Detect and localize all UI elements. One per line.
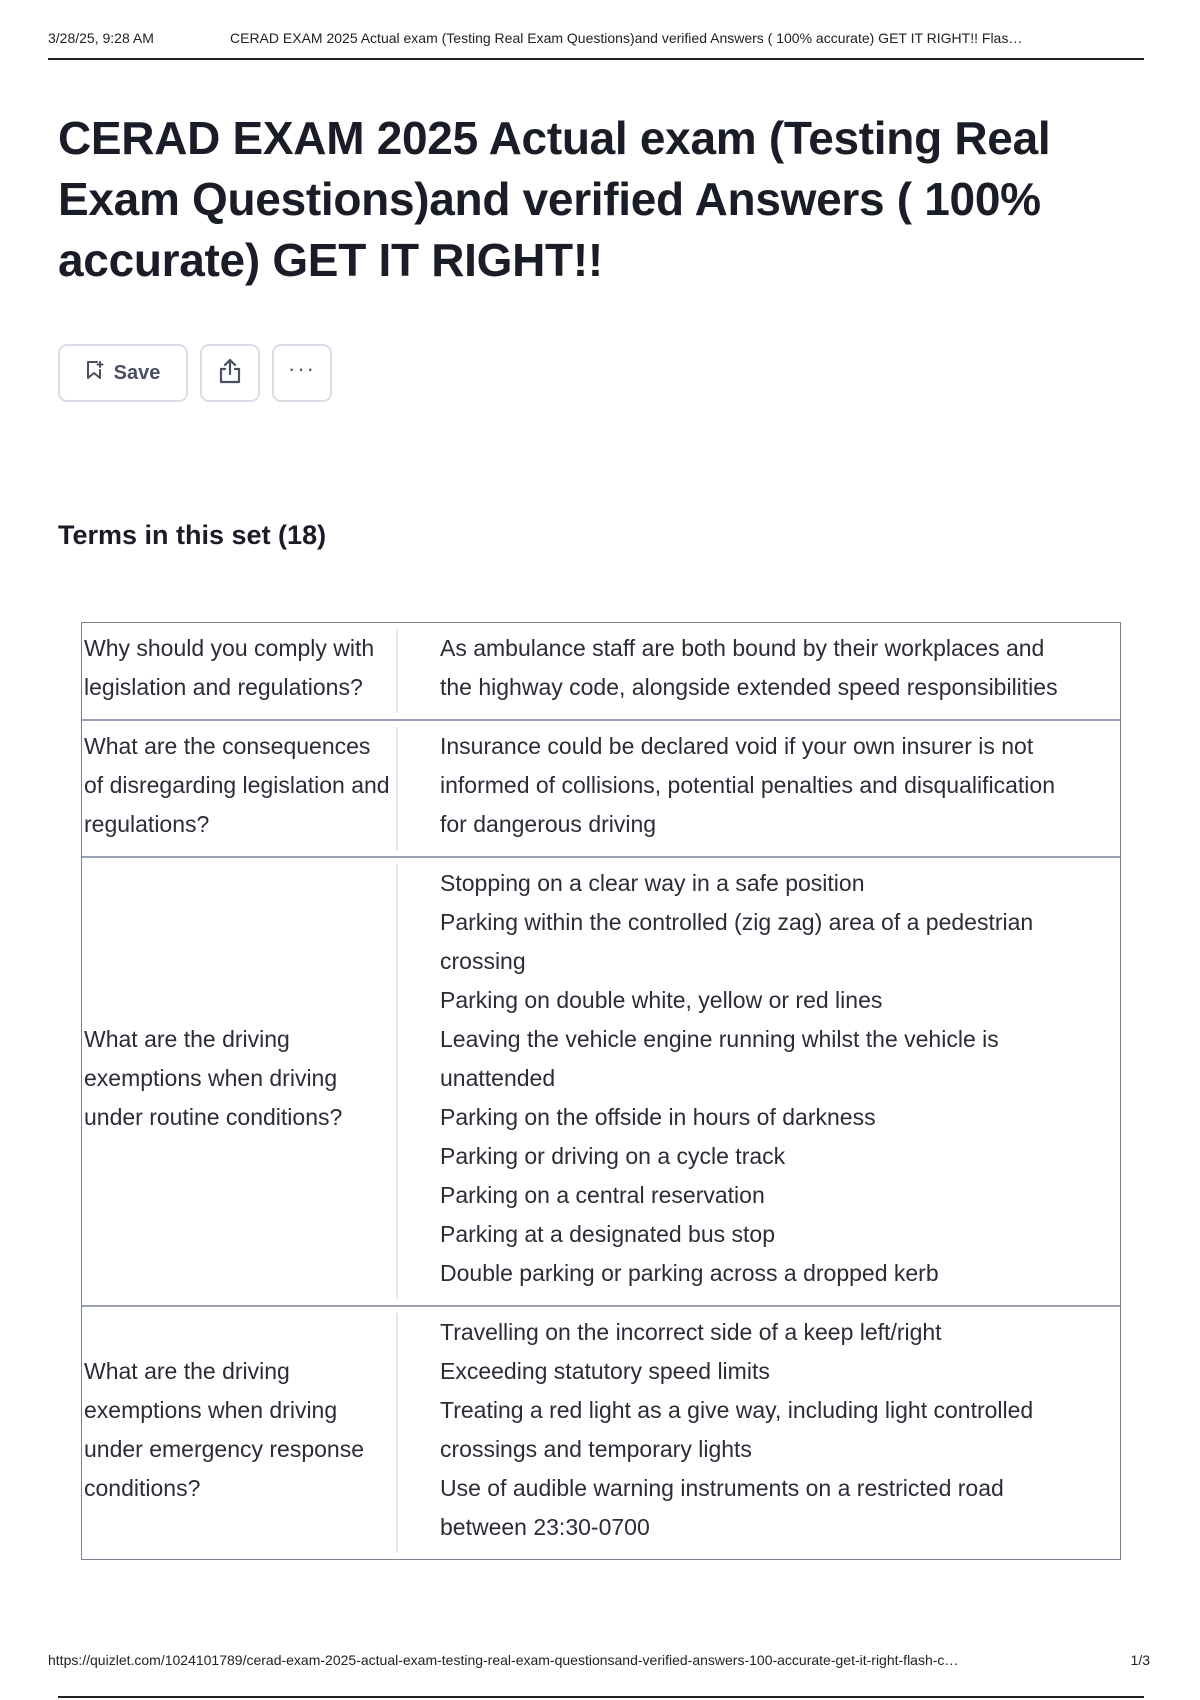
answer-line: Double parking or parking across a dropped kerb [440,1260,939,1286]
print-url: https://quizlet.com/1024101789/cerad-exam-2025-actual-exam-testing-real-exam-questionsand-verified-answers-100-accurate-get-it-right-flash-c… [48,1652,959,1668]
term-question: Why should you comply with legislation and regulations? [82,623,392,719]
answer-line: Exceeding statutory speed limits [440,1358,770,1384]
answer-line: Parking within the controlled (zig zag) area of a pedestrian crossing [440,909,1034,974]
answer-line: Parking at a designated bus stop [440,1221,776,1247]
term-row [82,856,1120,1305]
print-footer [48,1652,1150,1674]
more-options-icon: ··· [288,356,316,381]
answer-line: Travelling on the incorrect side of a keep left/right [440,1319,942,1345]
term-question: What are the driving exemptions when driving under routine conditions? [82,858,392,1305]
answer-line: Stopping on a clear way in a safe position [440,870,865,896]
term-answer [392,1307,1120,1559]
print-doc-title: CERAD EXAM 2025 Actual exam (Testing Real Exam Questions)and verified Answers ( 100% accurate) GET IT RIGHT!! Flas… [230,30,1023,46]
action-bar [58,344,332,402]
term-question: What are the consequences of disregarding legislation and regulations? [82,721,392,856]
page-number: 1/3 [1130,1652,1150,1668]
terms-table [81,622,1121,1560]
answer-line: Leaving the vehicle engine running whilst the vehicle is unattended [440,1026,999,1091]
answer-line: As ambulance staff are both bound by their workplaces and the highway code, alongside extended speed responsibilities [440,635,1058,700]
terms-heading: Terms in this set (18) [58,520,327,550]
term-answer [392,623,1120,719]
save-label: Save [113,361,161,384]
save-button[interactable] [58,344,188,402]
answer-line: Treating a red light as a give way, including light controlled crossings and temporary lights [440,1397,1034,1462]
answer-line: Use of audible warning instruments on a restricted road between 23:30-0700 [440,1475,1004,1540]
share-button[interactable] [200,344,260,402]
term-question: What are the driving exemptions when driving under emergency response conditions? [82,1307,392,1559]
footer-divider [58,1696,1144,1698]
answer-line: Parking on a central reservation [440,1182,765,1208]
answer-line: Insurance could be declared void if your own insurer is not informed of collisions, potential penalties and disqualification for dangerous driving [440,733,1055,837]
term-row [82,1305,1120,1559]
print-header [48,30,1144,60]
term-answer [392,858,1120,1305]
answer-line: Parking or driving on a cycle track [440,1143,786,1169]
term-row [82,623,1120,719]
answer-line: Parking on the offside in hours of darkness [440,1104,876,1130]
answer-line: Parking on double white, yellow or red lines [440,987,883,1013]
page-title: CERAD EXAM 2025 Actual exam (Testing Real Exam Questions)and verified Answers ( 100% accurate) GET IT RIGHT!! [58,112,1051,286]
share-icon [217,357,243,390]
bookmark-icon [86,360,104,386]
more-options-button[interactable] [272,344,332,402]
term-answer [392,721,1120,856]
print-date: 3/28/25, 9:28 AM [48,30,154,46]
term-row [82,719,1120,856]
